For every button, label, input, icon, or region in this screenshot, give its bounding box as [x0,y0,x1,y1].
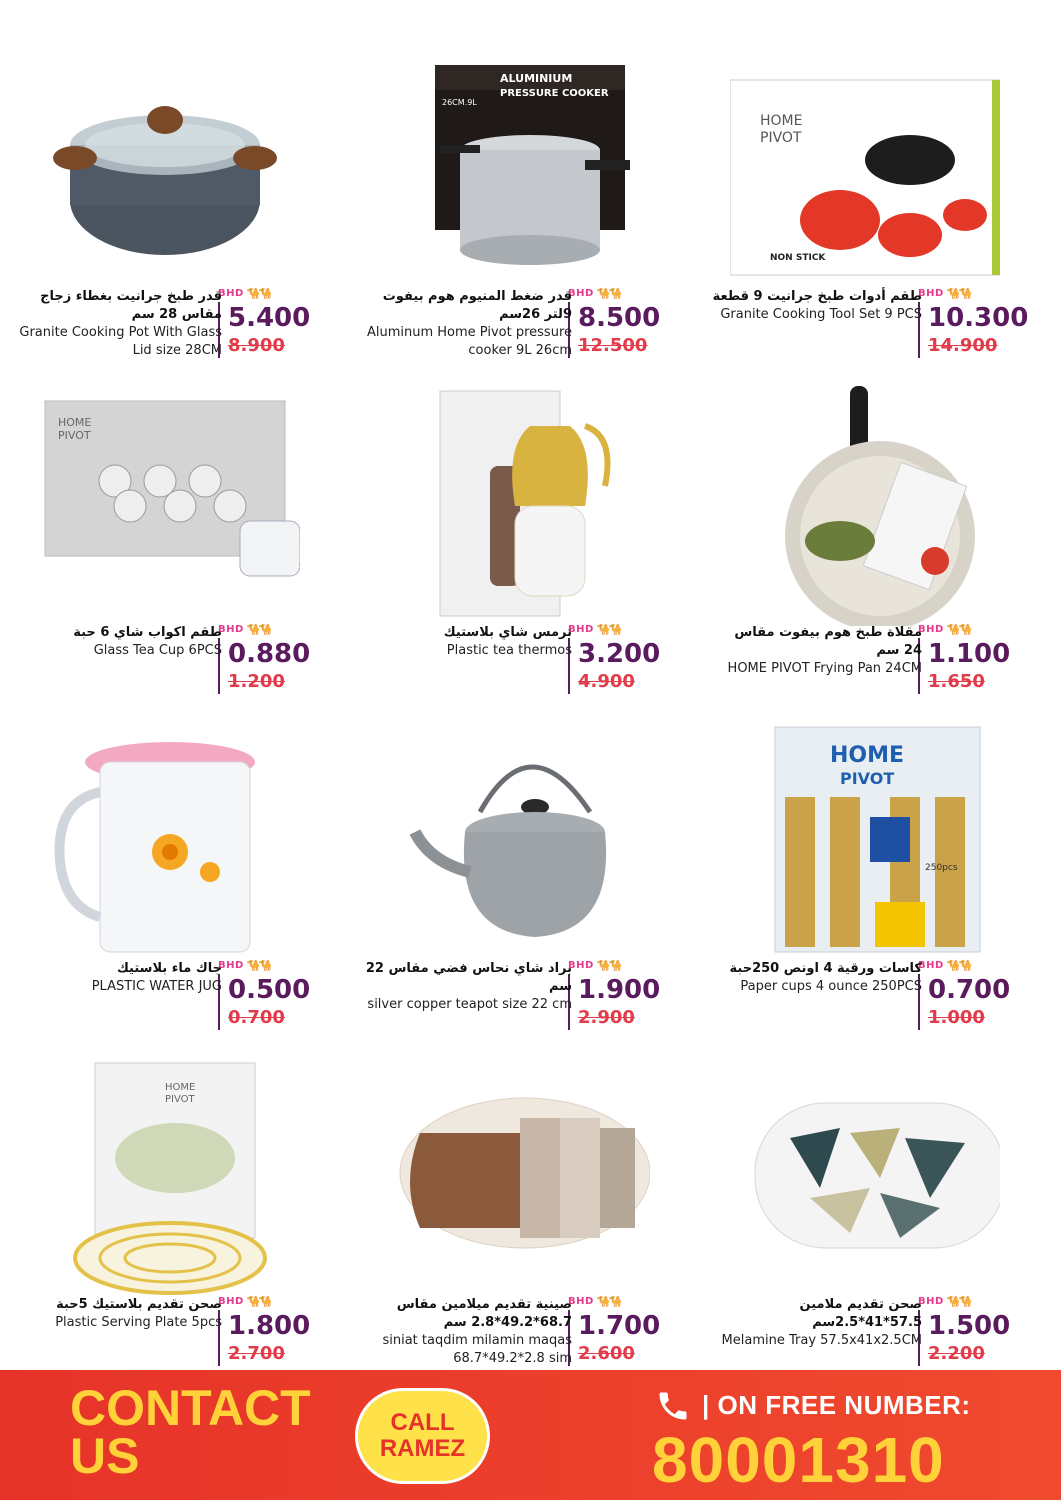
price-new: 0.500 [218,974,318,1006]
title-arabic: صحن تقديم ملامين 57.5*41*2.5سم [799,1297,922,1330]
product-description [12,1296,222,1332]
product-description [712,288,922,324]
price-block [218,958,318,1030]
title-arabic: براد شاي نحاس فضي مقاس 22 سم [365,961,572,994]
product-card-pressure-cooker[interactable] [350,40,690,370]
brand-logo: PIVOT [840,769,895,788]
camel-logo-icon: 🐪🐪 [246,958,271,972]
price-old: 1.000 [918,1006,1018,1030]
tea-thermos-image [380,386,650,626]
box-count: 250pcs [925,863,958,873]
title-english: PLASTIC WATER JUG [91,979,222,994]
price-block [218,622,318,694]
title-arabic: صينية تقديم ميلامين مقاس 68.7*49.2*2.8 سم [396,1297,572,1330]
brand-logo: HOME [830,743,905,768]
currency-label: BHD [218,959,244,971]
camel-logo-icon: 🐪🐪 [596,622,621,636]
box-label: PRESSURE COOKER [500,88,609,99]
camel-logo-icon: 🐪🐪 [596,958,621,972]
product-card-cookware-set[interactable] [700,40,1040,370]
tea-cups-image [30,386,300,626]
camel-logo-icon: 🐪🐪 [946,622,971,636]
price-block [918,622,1018,694]
camel-logo-icon: 🐪🐪 [946,958,971,972]
title-english: Melamine Tray 57.5x41x2.5CM [721,1333,922,1348]
price-old: 12.500 [568,334,668,358]
currency-label: BHD [918,959,944,971]
title-english: Plastic tea thermos [446,643,572,658]
box-size: 26CM.9L [442,98,477,107]
price-new: 0.700 [918,974,1018,1006]
title-arabic: كاسات ورقية 4 اونص 250حبة [729,961,922,976]
price-old: 2.700 [218,1342,318,1366]
camel-logo-icon: 🐪🐪 [596,1294,621,1308]
currency-label: BHD [568,287,594,299]
brand-logo: HOME [58,416,92,429]
product-description [12,288,222,360]
brand-logo: PIVOT [760,130,802,146]
frying-pan-image [730,386,1000,626]
box-sub: NON STICK [770,253,826,263]
free-phone-number[interactable]: 80001310 [652,1424,945,1496]
title-arabic: طقم اكواب شاي 6 حبة [73,625,222,640]
currency-label: BHD [568,1295,594,1307]
title-arabic: ترمس شاي بلاستيك [443,625,572,640]
price-new: 3.200 [568,638,668,670]
paper-cups-image [730,722,1000,962]
product-description [12,624,222,660]
product-description [362,1296,572,1368]
price-block [918,1294,1018,1366]
camel-logo-icon: 🐪🐪 [596,286,621,300]
product-card-tea-cups[interactable] [0,376,340,706]
product-card-melamine-tray-1[interactable] [350,1048,690,1378]
contact-us-heading: CONTACT US [70,1380,311,1484]
product-description [362,624,572,660]
camel-logo-icon: 🐪🐪 [946,1294,971,1308]
title-english: Aluminum Home Pivot pressure cooker 9L 26cm [366,325,572,358]
contact-footer [0,1370,1061,1500]
price-old: 2.200 [918,1342,1018,1366]
title-arabic: صحن تقديم بلاستيك 5حبة [56,1297,222,1312]
product-card-teapot[interactable] [350,712,690,1042]
teapot-image [380,722,650,962]
currency-label: BHD [918,623,944,635]
brand-logo: PIVOT [165,1094,195,1105]
pressure-cooker-image [380,50,650,290]
price-new: 1.100 [918,638,1018,670]
serving-plate-image [30,1058,300,1298]
title-english: Glass Tea Cup 6PCS [93,643,222,658]
currency-label: BHD [568,959,594,971]
price-new: 1.700 [568,1310,668,1342]
free-number-label: | ON FREE NUMBER: [702,1390,971,1420]
title-english: Plastic Serving Plate 5pcs [55,1315,222,1330]
title-arabic: قدر ضغط المنيوم هوم بيفوت 9لتر 26سم [382,289,572,322]
price-new: 1.500 [918,1310,1018,1342]
product-description [362,960,572,1014]
melamine-tray-1-image [380,1058,650,1298]
title-english: siniat taqdim milamin maqas 68.7*49.2*2.8 sim [382,1333,572,1366]
title-arabic: جاك ماء بلاستيك [116,961,222,976]
camel-logo-icon: 🐪🐪 [246,286,271,300]
water-jug-image [30,722,300,962]
product-card-frying-pan[interactable] [700,376,1040,706]
price-old: 0.700 [218,1006,318,1030]
product-description [12,960,222,996]
title-arabic: طقم أدوات طبخ جرانيت 9 قطعة [712,289,922,304]
price-new: 0.880 [218,638,318,670]
price-new: 1.900 [568,974,668,1006]
camel-logo-icon: 🐪🐪 [946,286,971,300]
product-card-water-jug[interactable] [0,712,340,1042]
price-old: 2.900 [568,1006,668,1030]
currency-label: BHD [568,623,594,635]
product-card-tea-thermos[interactable] [350,376,690,706]
price-old: 14.900 [918,334,1018,358]
product-card-melamine-tray-2[interactable] [700,1048,1040,1378]
price-old: 8.900 [218,334,318,358]
price-old: 2.600 [568,1342,668,1366]
phone-icon [655,1388,691,1424]
price-old: 1.200 [218,670,318,694]
title-english: Granite Cooking Pot With Glass Lid size 28CM [19,325,222,358]
brand-logo: HOME [760,113,803,129]
price-old: 4.900 [568,670,668,694]
product-card-serving-plate[interactable] [0,1048,340,1378]
price-block [568,286,668,358]
price-new: 10.300 [918,302,1018,334]
product-description [712,1296,922,1350]
camel-logo-icon: 🐪🐪 [246,622,271,636]
call-ramez-badge[interactable]: CALL RAMEZ [355,1388,490,1484]
title-english: Paper cups 4 ounce 250PCS [740,979,922,994]
price-block [918,958,1018,1030]
price-new: 1.800 [218,1310,318,1342]
brand-logo: PIVOT [58,429,91,442]
product-card-granite-pot[interactable] [0,40,340,370]
currency-label: BHD [218,1295,244,1307]
granite-pot-image [30,50,300,290]
title-english: Granite Cooking Tool Set 9 PCS [720,307,922,322]
cookware-set-image [730,50,1000,290]
price-old: 1.650 [918,670,1018,694]
title-english: silver copper teapot size 22 cm [367,997,572,1012]
title-arabic: مقلاة طبخ هوم بيفوت مقاس 24 سم [734,625,922,658]
product-description [712,624,922,678]
box-label: ALUMINIUM [500,72,573,85]
product-card-paper-cups[interactable] [700,712,1040,1042]
price-new: 8.500 [568,302,668,334]
title-arabic: قدر طبخ جرانيت بغطاء زجاج مقاس 28 سم [40,289,222,322]
currency-label: BHD [918,1295,944,1307]
price-new: 5.400 [218,302,318,334]
brand-logo: HOME [165,1082,196,1093]
price-block [568,958,668,1030]
currency-label: BHD [918,287,944,299]
product-description [712,960,922,996]
camel-logo-icon: 🐪🐪 [246,1294,271,1308]
price-block [218,1294,318,1366]
price-block [918,286,1029,358]
price-block [568,622,668,694]
product-description [362,288,572,360]
currency-label: BHD [218,623,244,635]
price-block [218,286,318,358]
price-block [568,1294,668,1366]
title-english: HOME PIVOT Frying Pan 24CM [727,661,922,676]
melamine-tray-2-image [730,1058,1000,1298]
currency-label: BHD [218,287,244,299]
